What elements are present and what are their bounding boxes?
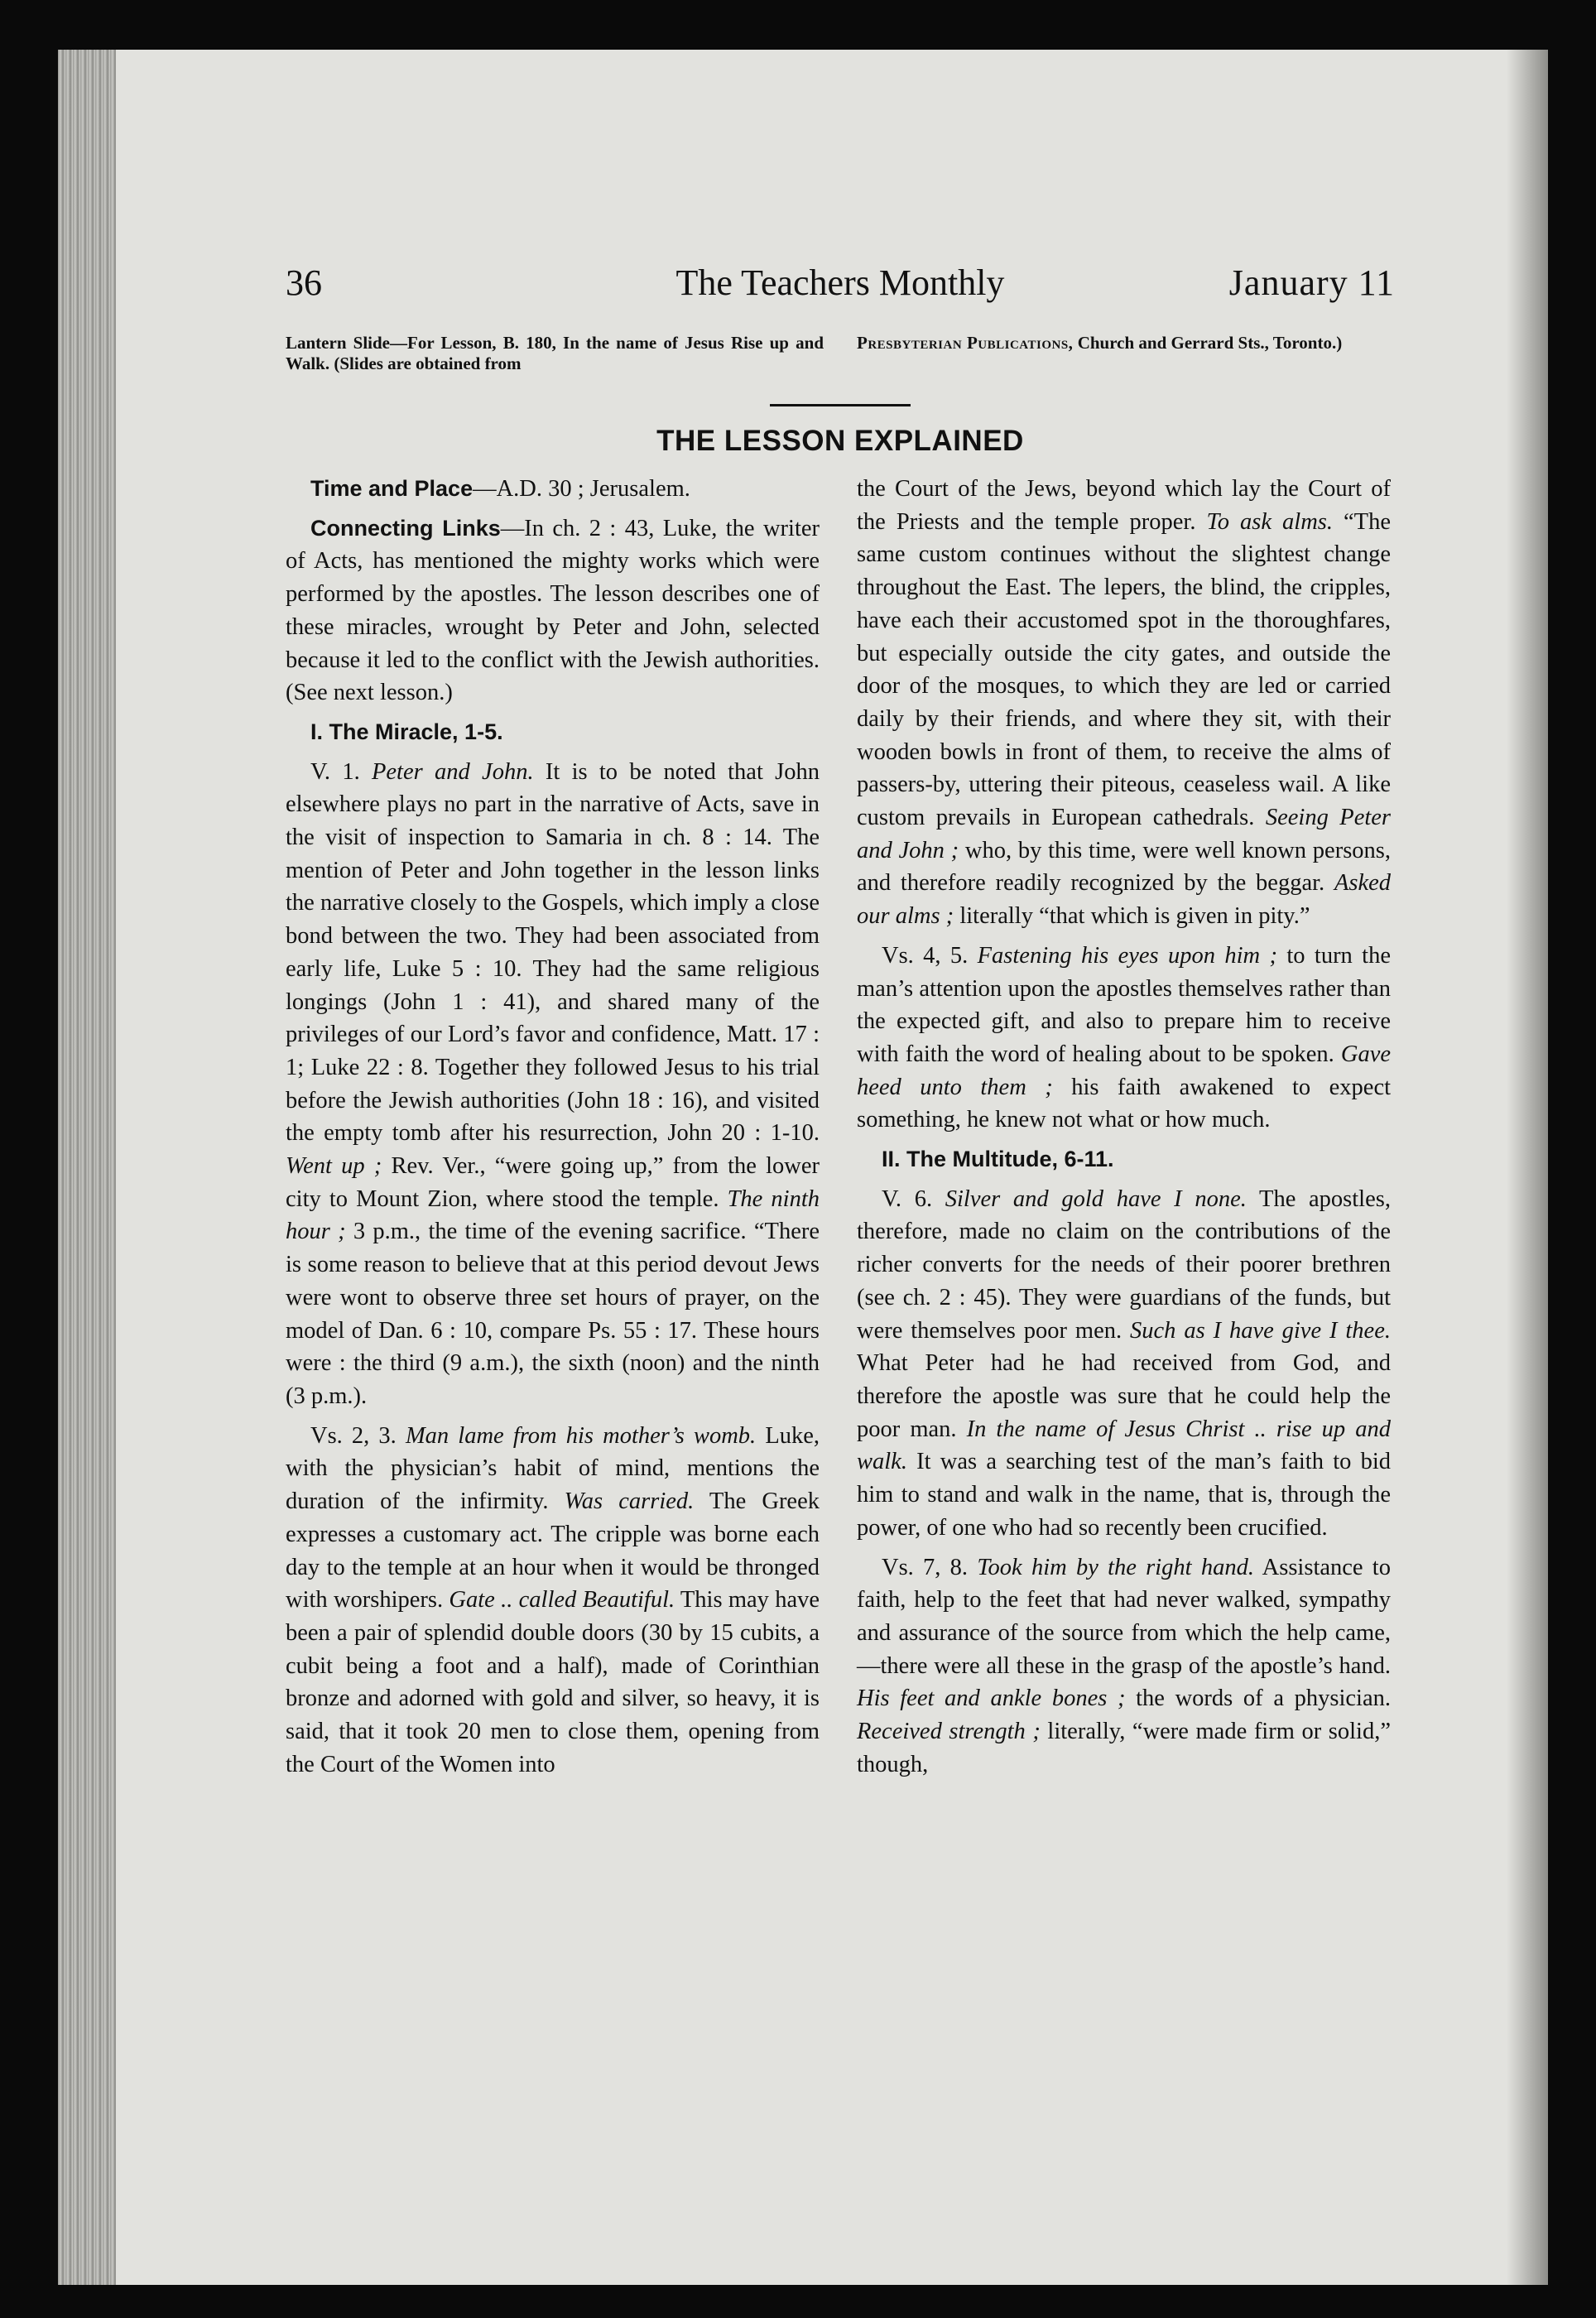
- section-title: THE LESSON EXPLAINED: [656, 425, 1024, 457]
- lantern-text-left: —For Lesson, B. 180, In the name of Jesus Rise up and Walk. (Slides are obtained from: [286, 333, 824, 373]
- lantern-note-left: [286, 333, 824, 374]
- page-number: 36: [286, 262, 322, 303]
- verse-text: Luke, with the physician’s habit of mind, mentions the duration of the infirmity.: [286, 1422, 820, 1515]
- issue-date: January 11: [1228, 262, 1395, 303]
- verse-quote: Seeing Peter and John ;: [857, 805, 1392, 863]
- subheading-multitude: II. The Multitude, 6-11.: [882, 1147, 1114, 1172]
- right-column: [857, 473, 1391, 1787]
- verse-text: the Court of the Jews, beyond which lay the Court of the Priests and the temple proper.: [857, 476, 1391, 535]
- article-columns: [286, 473, 1395, 2211]
- verse-1-paragraph: [286, 756, 820, 1413]
- divider-rule: [770, 404, 911, 406]
- verse-text: his faith awakened to expect something, he knew not what or how much.: [857, 1074, 1392, 1133]
- verse-text: This may have been a pair of splendid double doors (30 by 15 cubits, a cubit being a foot and a half), made of Corinthian bronze and adorned with gold and silver, so heavy, it is said, that it took 20 men to close them, opening from the Court of the Women into: [286, 1587, 820, 1777]
- time-place-text: —A.D. 30 ; Jerusalem.: [473, 476, 690, 502]
- verses-4-5-paragraph: [857, 940, 1391, 1137]
- time-place-label: Time and Place: [310, 476, 474, 501]
- verse-text: the words of a physician.: [1125, 1686, 1391, 1712]
- lantern-text-right: Church and Gerrard Sts., Toronto.): [1073, 333, 1343, 353]
- verse-text: Assistance to faith, help to the feet that had never walked, sympathy and assurance of the source from which the help came,—there were all these in the grasp of the apostle’s hand.: [857, 1554, 1391, 1679]
- verse-text: Rev. Ver., “were going up,” from the lower city to Mount Zion, where stood the temple.: [286, 1153, 820, 1212]
- lantern-label: Lantern Slide: [286, 333, 391, 353]
- page-content: [286, 257, 1395, 2211]
- verses-2-3-paragraph: [286, 1420, 820, 1782]
- lantern-slide-note: [286, 333, 1395, 397]
- verse-text: It is to be noted that John elsewhere plays no part in the narrative of Acts, save in the visit of inspection to Samaria in ch. 8 : 14. The mention of Peter and John together in the lesson links the narrative closely to the Gospels, which imply a close bond between the two. They had been associated from early life, Luke 5 : 10. They had the same religious longings (John 1 : 41), and shared many of the privileges of our Lord’s favor and confidence, Matt. 17 : 1; Luke 22 : 8. Together they followed Jesus to his trial before the Jewish authorities (John 18 : 16), and visited the empty tomb after his resurrection, John 20 : 1-10.: [286, 758, 820, 1147]
- verse-quote: Asked our alms ;: [857, 870, 1391, 930]
- verse-quote: Such as I have give I thee.: [1130, 1317, 1391, 1344]
- verse-text: literally, “were made firm or solid,” though,: [857, 1719, 1391, 1777]
- verse-text: to turn the man’s attention upon the apostles themselves rather than the expected gift, and also to prepare him to receive with faith the word of healing about to be spoken.: [857, 942, 1391, 1067]
- verses-7-8-paragraph: [857, 1551, 1391, 1782]
- verse-quote: Peter and John.: [372, 758, 534, 785]
- verse-quote: Gave heed unto them ;: [857, 1041, 1391, 1100]
- verse-text: The Greek expresses a customary act. The cripple was borne each day to the temple at an hour when it would be thronged with worshipers.: [286, 1488, 820, 1613]
- verse-quote: To ask alms.: [1206, 508, 1333, 535]
- verse-text: What Peter had he had received from God, and therefore the apostle was sure that he could help the poor man.: [857, 1350, 1391, 1442]
- subheading-miracle: I. The Miracle, 1-5.: [310, 719, 503, 744]
- verse-quote: Silver and gold have I none.: [945, 1185, 1247, 1212]
- running-header: [286, 257, 1395, 315]
- verse-quote: In the name of Jesus Christ .. rise up and walk.: [857, 1416, 1392, 1475]
- verse-text: It was a searching test of the man’s faith to bid him to stand and walk in the name, that is, through the power, of one who had so recently been crucified.: [857, 1449, 1391, 1541]
- left-column: [286, 473, 820, 1787]
- verse-quote: Fastening his eyes upon him ;: [977, 942, 1277, 969]
- verse-text: The apostles, therefore, made no claim on the contributions of the richer converts for the needs of their poorer brethren (see ch. 2 : 45). They were guardians of the funds, but were themselves poor men.: [857, 1185, 1391, 1344]
- verse-text: who, by this time, were well known persons, and therefore readily recognized by the beggar.: [857, 837, 1391, 897]
- verse-quote: Gate .. called Beautiful.: [449, 1587, 675, 1613]
- verse-quote: Went up ;: [286, 1153, 382, 1180]
- verse-quote: Man lame from his mother’s womb.: [405, 1422, 757, 1449]
- connecting-links-label: Connecting Links: [310, 515, 501, 541]
- verse-ref: Vs. 7, 8.: [882, 1554, 978, 1580]
- verse-ref: V. 1.: [310, 758, 372, 785]
- gutter-shadow: [1507, 50, 1548, 2285]
- verse-quote: Was carried.: [564, 1488, 695, 1515]
- continued-paragraph: [857, 473, 1391, 933]
- lantern-note-right: [857, 333, 1395, 353]
- verse-quote: His feet and ankle bones ;: [857, 1686, 1126, 1712]
- verse-quote: The ninth hour ;: [286, 1185, 820, 1245]
- running-title: The Teachers Monthly: [675, 262, 1005, 303]
- verse-ref: Vs. 2, 3.: [310, 1422, 406, 1449]
- verse-text: 3 p.m., the time of the evening sacrifice. “There is some reason to believe that at this period devout Jews were wont to observe three set hours of prayer, on the model of Dan. 6 : 10, compare Ps. 55 : 17. These hours were : the third (9 a.m.), the sixth (noon) and the ninth (3 p.m.).: [286, 1219, 820, 1409]
- publisher-name: Presbyterian Publications,: [857, 333, 1074, 353]
- connecting-links-text: —In ch. 2 : 43, Luke, the writer of Acts, has mentioned the mighty works which were performed by the apostles. The lesson describes one of these miracles, wrought by Peter and John, selected because it led to the conflict with the Jewish authorities. (See next lesson.): [286, 515, 820, 706]
- verse-ref: Vs. 4, 5.: [882, 942, 978, 969]
- time-place-paragraph: [286, 473, 820, 506]
- verse-6-paragraph: [857, 1183, 1391, 1545]
- verse-text: “The same custom continues without the slightest change throughout the East. The lepers, the blind, the cripples, have each their accustomed spot in the thoroughfares, but especially outside the city gates, and outside the door of the mosques, to which they are led or carried daily by their friends, and where they sit, with their wooden bowls in front of them, to receive the alms of passers-by, uttering their piteous, ceaseless wail. A like custom prevails in European cathedrals.: [857, 508, 1391, 831]
- verse-quote: Took him by the right hand.: [977, 1554, 1254, 1580]
- verse-quote: Received strength ;: [857, 1719, 1041, 1745]
- verse-text: literally “that which is given in pity.”: [954, 903, 1310, 930]
- connecting-links-paragraph: [286, 512, 820, 709]
- page-edge-stack: [58, 50, 116, 2285]
- verse-ref: V. 6.: [882, 1185, 945, 1212]
